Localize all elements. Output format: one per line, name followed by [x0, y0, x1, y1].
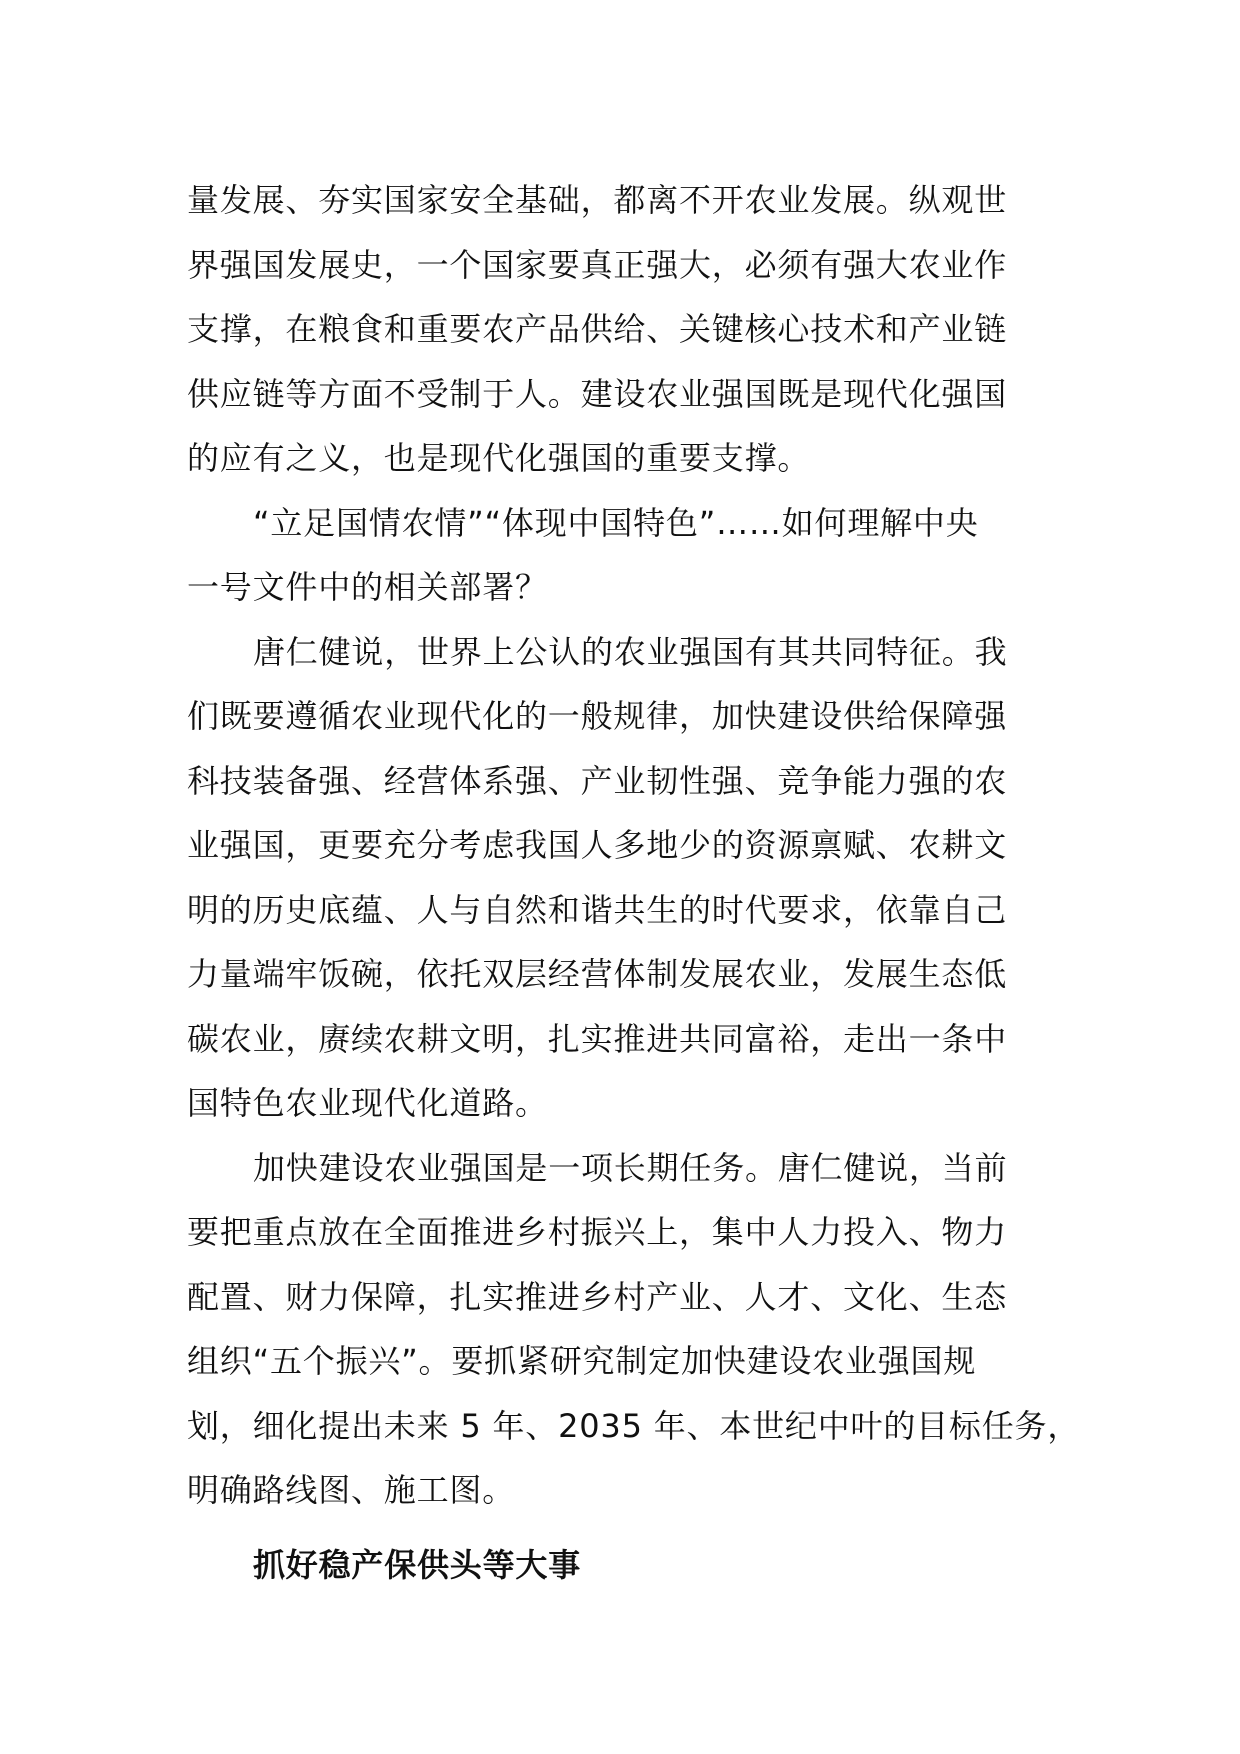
paragraph-2 [187, 491, 1107, 620]
paragraph-1 [187, 168, 1107, 491]
text-line: 碳农业，赓续农耕文明，扎实推进共同富裕，走出一条中 [187, 1019, 1008, 1058]
text-line: 业强国，更要充分考虑我国人多地少的资源禀赋、农耕文 [187, 826, 1008, 864]
text-line: “立足国情农情”“体现中国特色”……如何理解中央 [253, 503, 979, 542]
text-line: 配置、财力保障，扎实推进乡村产业、人才、文化、生态 [187, 1277, 1008, 1316]
text-line: 量发展、夯实国家安全基础，都离不开农业发展。纵观世 [187, 181, 1008, 219]
text-line: 明的历史底蕴、人与自然和谐共生的时代要求，依靠自己 [187, 890, 1008, 929]
text-line: 支撑，在粮食和重要农产品供给、关键核心技术和产业链 [187, 310, 1008, 348]
text-line: 一号文件中的相关部署？ [187, 568, 548, 606]
text-line: 界强国发展史，一个国家要真正强大，必须有强大农业作 [187, 245, 1008, 284]
text-line: 明确路线图、施工图。 [187, 1471, 516, 1509]
text-line: 们既要遵循农业现代化的一般规律，加快建设供给保障强 [187, 697, 1008, 735]
text-line: 国特色农业现代化道路。 [187, 1084, 548, 1122]
text-line: 的应有之义，也是现代化强国的重要支撑。 [187, 439, 811, 477]
text-line: 科技装备强、经营体系强、产业韧性强、竞争能力强的农 [187, 761, 1008, 800]
document-body [187, 168, 1107, 1597]
paragraph-4 [187, 1136, 1107, 1523]
text-line: 力量端牢饭碗，依托双层经营体制发展农业，发展生态低 [187, 955, 1008, 993]
text-line: 加快建设农业强国是一项长期任务。唐仁健说，当前 [253, 1148, 1008, 1187]
section-heading: 抓好稳产保供头等大事 [253, 1545, 582, 1584]
text-line: 组织“五个振兴”。要抓紧研究制定加快建设农业强国规 [187, 1342, 977, 1380]
text-line: 唐仁健说，世界上公认的农业强国有其共同特征。我 [253, 632, 1008, 671]
text-line: 供应链等方面不受制于人。建设农业强国既是现代化强国 [187, 374, 1008, 413]
text-line: 要把重点放在全面推进乡村振兴上，集中人力投入、物力 [187, 1213, 1008, 1251]
paragraph-3 [187, 620, 1107, 1136]
text-line: 划，细化提出未来 5 年、2035 年、本世纪中叶的目标任务， [187, 1406, 1081, 1445]
